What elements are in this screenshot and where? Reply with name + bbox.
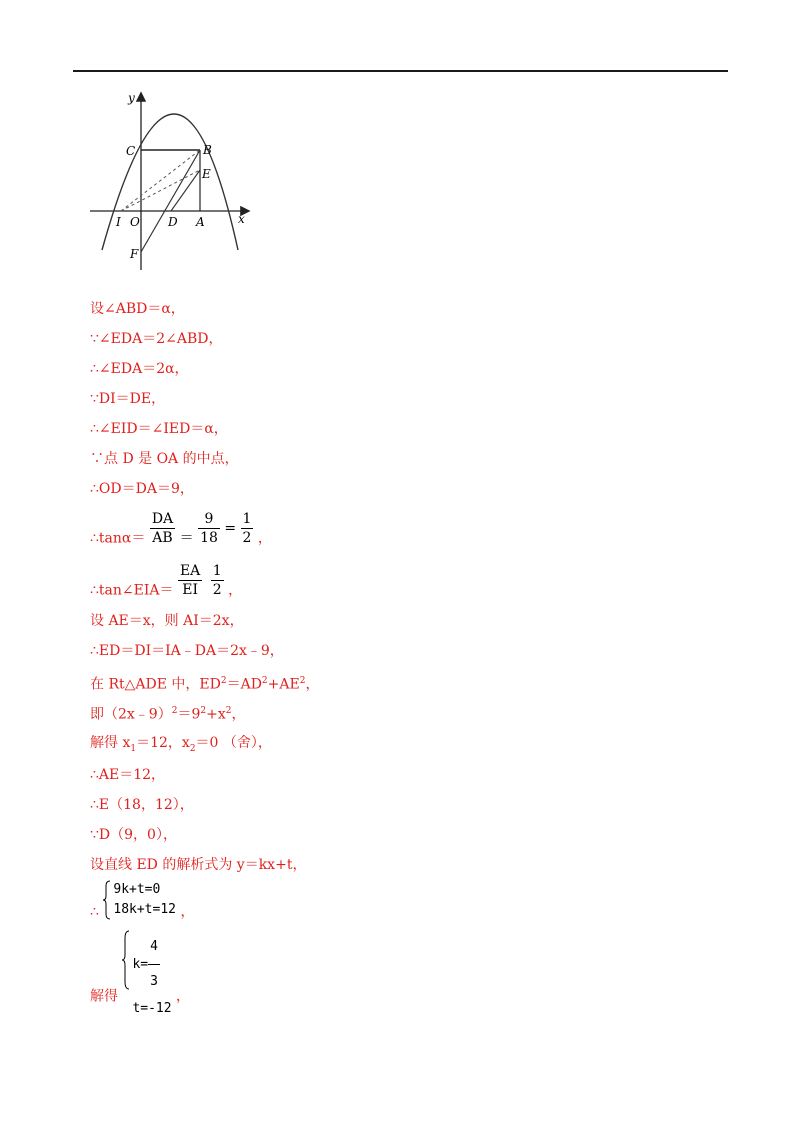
parabola-curve (102, 114, 238, 250)
brace-icon (103, 880, 111, 920)
step-line: ∴ED＝DI＝IA﹣DA＝2x﹣9， (90, 643, 284, 659)
header-rule (73, 70, 728, 72)
label-c: C (126, 144, 136, 158)
step-line: ∵点 D 是 OA 的中点， (90, 451, 239, 467)
label-a: A (196, 215, 205, 229)
dashed-ie (121, 170, 200, 211)
roots-line: 解得 $x_1=12$，$x_2=0$ （舍）， (90, 735, 272, 754)
pythagoras-line: 在 Rt△ADE 中，$ED^2=AD^2+AE^2$， (90, 676, 320, 693)
equation-system: 9k+t=0 18k+t=12 (103, 880, 176, 920)
label-b: B (203, 143, 212, 157)
equation-line: 即$(2x﹣9)^2=9^2+x^2$， (90, 706, 246, 723)
label-i: I (116, 215, 121, 229)
fraction-ea-ei: $\frac{EA}{EI}$ (179, 563, 201, 598)
tan1-prefix: ∴tanα＝ (90, 530, 146, 547)
step-line: ∴E（18，12）， (90, 797, 194, 813)
system-equations-1: ∴ 9k+t=0 18k+t=12 ， (90, 882, 195, 920)
solution-system: k= $\frac{4}{3}$ t=-12 (122, 930, 171, 1019)
step-line: 设 AE＝x，则 AI＝2x， (90, 613, 244, 629)
fraction-da-ab: $\frac{DA}{AB}$ (151, 511, 174, 546)
step-line: ∵D（9，0）， (90, 827, 177, 843)
tan-eia-line: ∴tan∠EIA＝ $\frac{EA}{EI}$ $\frac{1}{2}$ ， (90, 563, 243, 599)
tan-alpha-line: ∴tanα＝ $\frac{DA}{AB}$ ＝ $\frac{9}{18}$ = $\frac{1}{2}$ ， (90, 511, 272, 547)
label-x: x (238, 212, 245, 226)
step-line: ∵∠EDA＝2∠ABD， (90, 331, 223, 347)
brace-icon (122, 930, 130, 990)
fraction-1-2: $\frac{1}{2}$ (242, 511, 252, 546)
label-y: y (128, 91, 135, 105)
label-o: O (130, 215, 140, 229)
step-line: 设∠ABD＝α， (90, 301, 185, 317)
step-line: ∴∠EDA＝2α， (90, 361, 189, 377)
segment-bf (141, 150, 200, 252)
step-line: ∴AE＝12， (90, 767, 166, 783)
fraction-1-2: $\frac{1}{2}$ (212, 563, 222, 598)
tan2-prefix: ∴tan∠EIA＝ (90, 582, 174, 599)
step-line: 设直线 ED 的解析式为 y＝kx+t， (90, 857, 307, 873)
step-line: ∴OD＝DA＝9， (90, 481, 194, 497)
step-line: ∵DI＝DE， (90, 391, 166, 407)
system-equations-2: 解得 k= $\frac{4}{3}$ t=-12 ， (90, 930, 190, 1019)
label-f: F (130, 247, 139, 261)
label-e: E (202, 167, 211, 181)
parabola-figure (88, 88, 258, 274)
label-d: D (168, 215, 178, 229)
fraction-9-18: $\frac{9}{18}$ (200, 511, 218, 546)
step-line: ∴∠EID＝∠IED＝α， (90, 421, 228, 437)
